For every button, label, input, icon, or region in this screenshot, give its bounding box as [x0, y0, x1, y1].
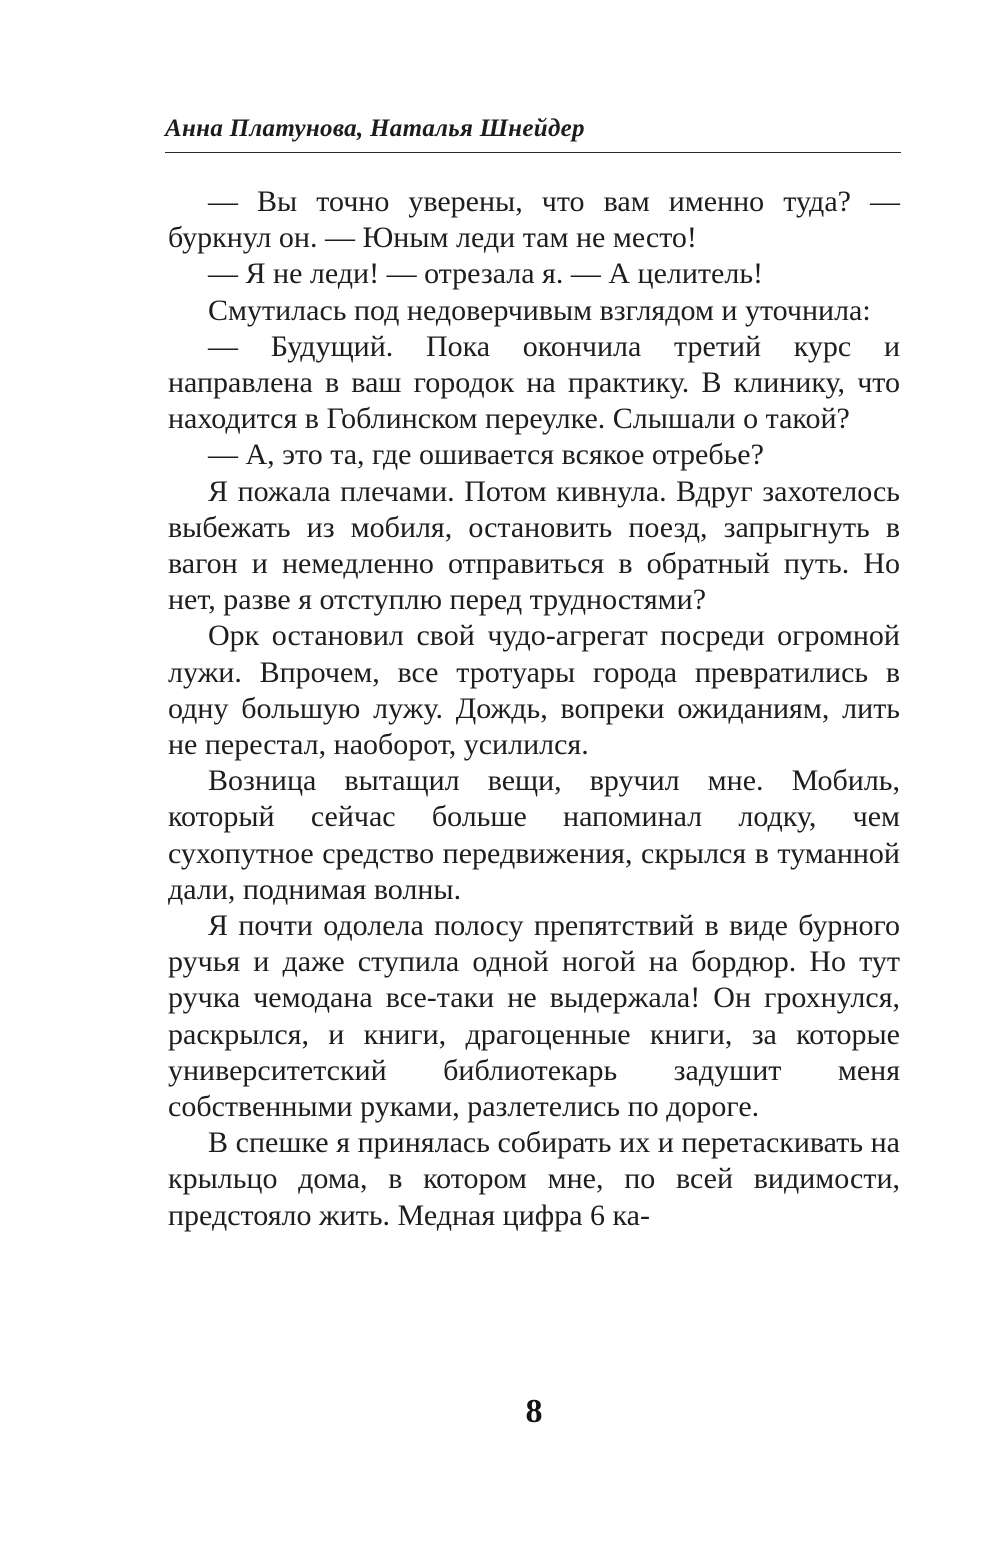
paragraph: — Будущий. Пока окончила третий курс и направлена в ваш городок на практику. В клинику, что находится в Гоблинском переулке. Слышали о такой? [168, 329, 900, 436]
paragraph: В спешке я принялась собирать их и перетаскивать на крыльцо дома, в котором мне, по всей видимости, предстояло жить. Медная цифра 6 ка- [168, 1126, 900, 1232]
paragraph: — А, это та, где ошивается всякое отребье? [208, 438, 764, 472]
paragraph: Возница вытащил вещи, вручил мне. Мобиль, который сейчас больше напоминал лодку, чем сухопутное средство передвижения, скрылся в туманной дали, поднимая волны. [168, 764, 900, 906]
page-number: 8 [525, 1393, 543, 1430]
paragraph: — Вы точно уверены, что вам именно туда? — буркнул он. — Юным леди там не место! [168, 185, 900, 255]
header-divider [165, 152, 901, 153]
paragraph: Орк остановил свой чудо-агрегат посреди огромной лужи. Впрочем, все тротуары города превратились в одну большую лужу. Дождь, вопреки ожиданиям, лить не перестал, наоборот, усилился. [168, 619, 900, 762]
paragraph: — Я не леди! — отрезала я. — А целитель! [208, 257, 763, 291]
paragraph: Я пожала плечами. Потом кивнула. Вдруг захотелось выбежать из мобиля, остановить поезд, запрыгнуть в вагон и немедленно отправиться в обратный путь. Но нет, разве я отступлю перед трудностями? [168, 474, 900, 617]
paragraph: Смутилась под недоверчивым взглядом и уточнила: [208, 293, 871, 327]
running-header-authors: Анна Платунова, Наталья Шнейдер [165, 115, 585, 142]
body-text [168, 184, 900, 1234]
paragraph: Я почти одолела полосу препятствий в виде бурного ручья и даже ступила одной ногой на бордюр. Но тут ручка чемодана все-таки не выдержала! Он грохнулся, раскрылся, и книги, драгоценные книги, за которые университетский библиотекарь задушит меня собственными руками, разлетелись по дороге. [168, 909, 900, 1124]
